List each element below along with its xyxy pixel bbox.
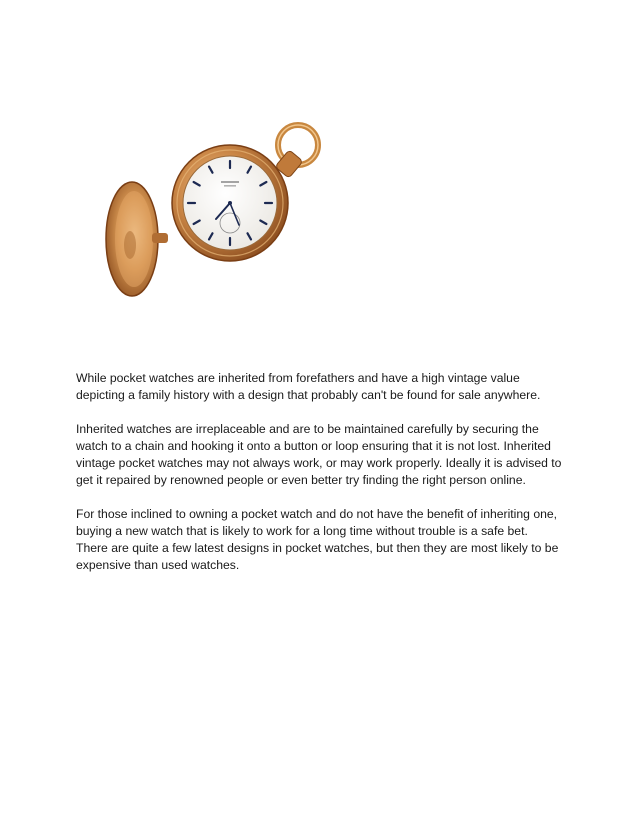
paragraph-1: While pocket watches are inherited from forefathers and have a high vintage value depicting a family history with a design that probably can't be found for sale anywhere.	[76, 371, 541, 402]
paragraph-2: Inherited watches are irreplaceable and are to be maintained carefully by securing the watch to a chain and hooking it onto a button or loop ensuring that it is not lost. Inherited vintage pocket watches may not always work, or may work properly. Ideally it is advised to get it repaired by renowned people or even better try finding the right person online.	[76, 422, 562, 487]
gold-pocket-watch-illustration	[100, 115, 330, 305]
pocket-watch-image	[100, 115, 330, 305]
paragraph-3: For those inclined to owning a pocket watch and do not have the benefit of inheriting one, buying a new watch that is likely to work for a long time without trouble is a safe bet. There are quite a few latest designs in pocket watches, but then they are most likely to be expensive than used watches.	[76, 507, 559, 572]
body-text	[76, 370, 562, 591]
